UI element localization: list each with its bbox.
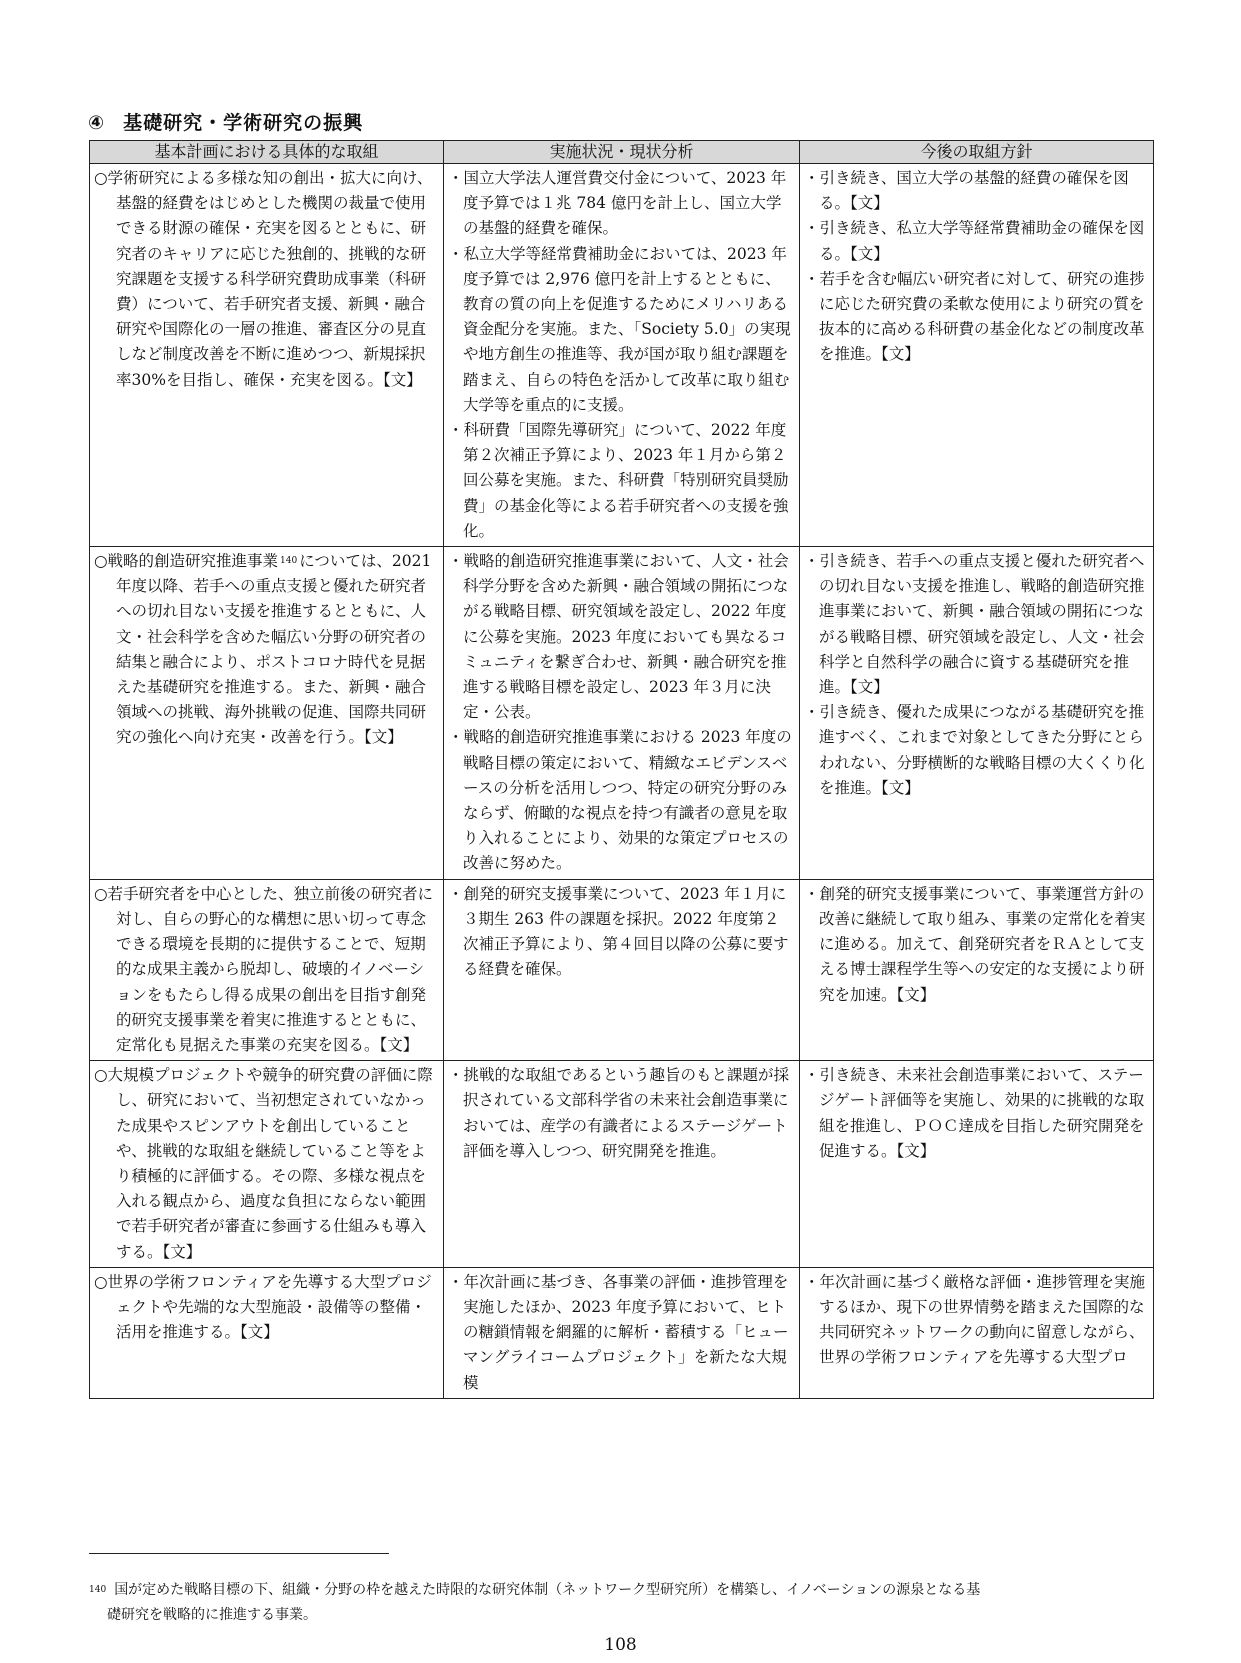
policy-cell xyxy=(800,1267,1154,1398)
policy-bullet: ・引き続き、私立大学等経常費補助金の確保を図る。【文】 xyxy=(804,219,1145,263)
policy-cell xyxy=(800,547,1154,880)
table-row xyxy=(90,879,1154,1060)
policy-table xyxy=(89,140,1154,1399)
footnote xyxy=(89,1578,1153,1628)
policy-bullet: ・年次計画に基づく厳格な評価・進捗管理を実施するほか、現下の世界情勢を踏まえた国際的な共同研究ネットワークの動向に留意しながら、世界の学術フロンティアを先導する大型プロ xyxy=(804,1272,1146,1367)
policy-bullet: ・引き続き、国立大学の基盤的経費の確保を図る。【文】 xyxy=(804,169,1129,213)
status-cell xyxy=(444,1061,800,1268)
footnote-line-1 xyxy=(89,1578,1153,1603)
footnote-ref[interactable]: 140 xyxy=(280,556,298,567)
policy-bullet: ・引き続き、未来社会創造事業において、ステージゲート評価等を実施し、効果的に挑戦的な取組を推進し、ＰＯＣ達成を目指した研究開発を促進する。【文】 xyxy=(804,1066,1145,1160)
header-plan: 基本計画における具体的な取組 xyxy=(90,141,444,164)
status-cell xyxy=(444,1267,800,1398)
footnote-text-1: 国が定めた戦略目標の下、組織・分野の枠を越えた時限的な研究体制（ネットワーク型研究所）を構築し、イノベーションの源泉となる基 xyxy=(114,1582,981,1598)
status-cell xyxy=(444,547,800,880)
page-number: 108 xyxy=(604,1635,637,1655)
plan-cell xyxy=(90,1061,444,1268)
section-number: ④ xyxy=(88,112,106,134)
footnote-divider xyxy=(89,1553,389,1554)
policy-bullet: ・創発的研究支援事業について、事業運営方針の改善に継続して取り組み、事業の定常化を着実に進める。加えて、創発研究者をＲＡとして支える博士課程学生等への安定的な支援により研究を加速。【文】 xyxy=(804,884,1146,1004)
table-row xyxy=(90,164,1154,547)
table-row xyxy=(90,1267,1154,1398)
header-policy: 今後の取組方針 xyxy=(800,141,1154,164)
plan-text: ○大規模プロジェクトや競争的研究費の評価に際し、研究において、当初想定されていなかった成果やスピンアウトを創出していることや、挑戦的な取組を継続していること等をより積極的に評価する。その際、多様な視点を入れる観点から、過度な負担にならない範囲で若手研究者が審査に参画する仕組みも導入する。【文】 xyxy=(94,1066,433,1261)
status-bullet: ・挑戦的な取組であるという趣旨のもと課題が採択されている文部科学省の未来社会創造事業においては、産学の有識者によるステージゲート評価を導入しつつ、研究開発を推進。 xyxy=(448,1066,790,1160)
status-bullet: ・年次計画に基づき、各事業の評価・進捗管理を実施したほか、2023 年度予算において、ヒトの糖鎖情報を網羅的に解析・蓄積する「ヒューマングライコームプロジェクト」を新たな大規模 xyxy=(448,1272,789,1392)
policy-cell xyxy=(800,879,1154,1060)
plan-text-post: については、2021 年度以降、若手への重点支援と優れた研究者への切れ目ない支援を推進するとともに、人文・社会科学を含めた幅広い分野の研究者の結集と融合により、ポストコロナ時代を見据えた基礎研究を推進する。また、新興・融合領域への挑戦、海外挑戦の促進、国際共同研究の強化へ向け充実・改善を行う。【文】 xyxy=(116,552,432,747)
plan-text: ○世界の学術フロンティアを先導する大型プロジェクトや先端的な大型施設・設備等の整備・活用を推進する。【文】 xyxy=(94,1272,432,1342)
plan-cell xyxy=(90,547,444,880)
footnote-text-2: 礎研究を戦略的に推進する事業。 xyxy=(107,1607,317,1623)
section-heading xyxy=(88,108,363,135)
footnote-number: 140 xyxy=(89,1585,107,1595)
status-bullet: ・戦略的創造研究推進事業において、人文・社会科学分野を含めた新興・融合領域の開拓につながる戦略目標、研究領域を設定し、2022 年度に公募を実施。2023 年度においても異なるコミュニティを繋ぎ合わせ、新興・融合研究を推進する戦略目標を設定し、2023 年３月に決定・公表。 xyxy=(448,552,789,722)
plan-cell xyxy=(90,879,444,1060)
plan-cell xyxy=(90,164,444,547)
policy-cell xyxy=(800,1061,1154,1268)
status-bullet: ・国立大学法人運営費交付金について、2023 年度予算では１兆 784 億円を計上し、国立大学の基盤的経費を確保。 xyxy=(448,169,787,238)
table-header-row xyxy=(90,141,1154,164)
plan-text: ○学術研究による多様な知の創出・拡大に向け、基盤的経費をはじめとした機関の裁量で使用できる財源の確保・充実を図るとともに、研究者のキャリアに応じた独創的、挑戦的な研究課題を支援する科学研究費助成事業（科研費）について、若手研究者支援、新興・融合研究や国際化の一層の推進、審査区分の見直しなど制度改善を不断に進めつつ、新規採択率30%を目指し、確保・充実を図る。【文】 xyxy=(94,169,433,389)
plan-text xyxy=(94,549,437,751)
policy-cell xyxy=(800,164,1154,547)
plan-cell xyxy=(90,1267,444,1398)
policy-bullet: ・若手を含む幅広い研究者に対して、研究の進捗に応じた研究費の柔軟な使用により研究の質を抜本的に高める科研費の基金化などの制度改革を推進。【文】 xyxy=(804,269,1145,364)
policy-bullet: ・引き続き、優れた成果につながる基礎研究を推進すべく、これまで対象としてきた分野にとらわれない、分野横断的な戦略目標の大くくり化を推進。【文】 xyxy=(804,703,1145,797)
policy-bullet: ・引き続き、若手への重点支援と優れた研究者への切れ目ない支援を推進し、戦略的創造研究推進事業において、新興・融合領域の開拓につながる戦略目標、研究領域を設定し、人文・社会科学と自然科学の融合に資する基礎研究を推進。【文】 xyxy=(804,552,1145,697)
status-bullet: ・創発的研究支援事業について、2023 年１月に３期生 263 件の課題を採択。2022 年度第２次補正予算により、第４回目以降の公募に要する経費を確保。 xyxy=(448,884,789,979)
header-status: 実施状況・現状分析 xyxy=(444,141,800,164)
status-cell xyxy=(444,879,800,1060)
status-bullet: ・科研費「国際先導研究」について、2022 年度第２次補正予算により、2023 年１月から第２回公募を実施。また、科研費「特別研究員奨励費」の基金化等による若手研究者への支援を強化。 xyxy=(448,421,789,540)
plan-text-pre: ○戦略的創造研究推進事業 xyxy=(94,552,279,571)
status-bullet: ・私立大学等経常費補助金においては、2023 年度予算では 2,976 億円を計上するとともに、教育の質の向上を促進するためにメリハリある資金配分を実施。また、「Society 5.0」の実現や地方創生の推進等、我が国が取り組む課題を踏まえ、自らの特色を活かして改革に取り組む大学等を重点的に支援。 xyxy=(448,244,791,414)
status-cell xyxy=(444,164,800,547)
table-row xyxy=(90,547,1154,880)
status-bullet: ・戦略的創造研究推進事業における 2023 年度の戦略目標の策定において、精緻なエビデンスベースの分析を活用しつつ、特定の研究分野のみならず、俯瞰的な視点を持つ有識者の意見を取り入れることにより、効果的な策定プロセスの改善に努めた。 xyxy=(448,728,792,873)
table-row xyxy=(90,1061,1154,1268)
plan-text: ○若手研究者を中心とした、独立前後の研究者に対し、自らの野心的な構想に思い切って専念できる環境を長期的に提供することで、短期的な成果主義から脱却し、破壊的イノベーションをもたらし得る成果の創出を目指す創発的研究支援事業を着実に推進するとともに、定常化も見据えた事業の充実を図る。【文】 xyxy=(94,884,434,1054)
section-title-text: 基礎研究・学術研究の振興 xyxy=(123,112,364,134)
